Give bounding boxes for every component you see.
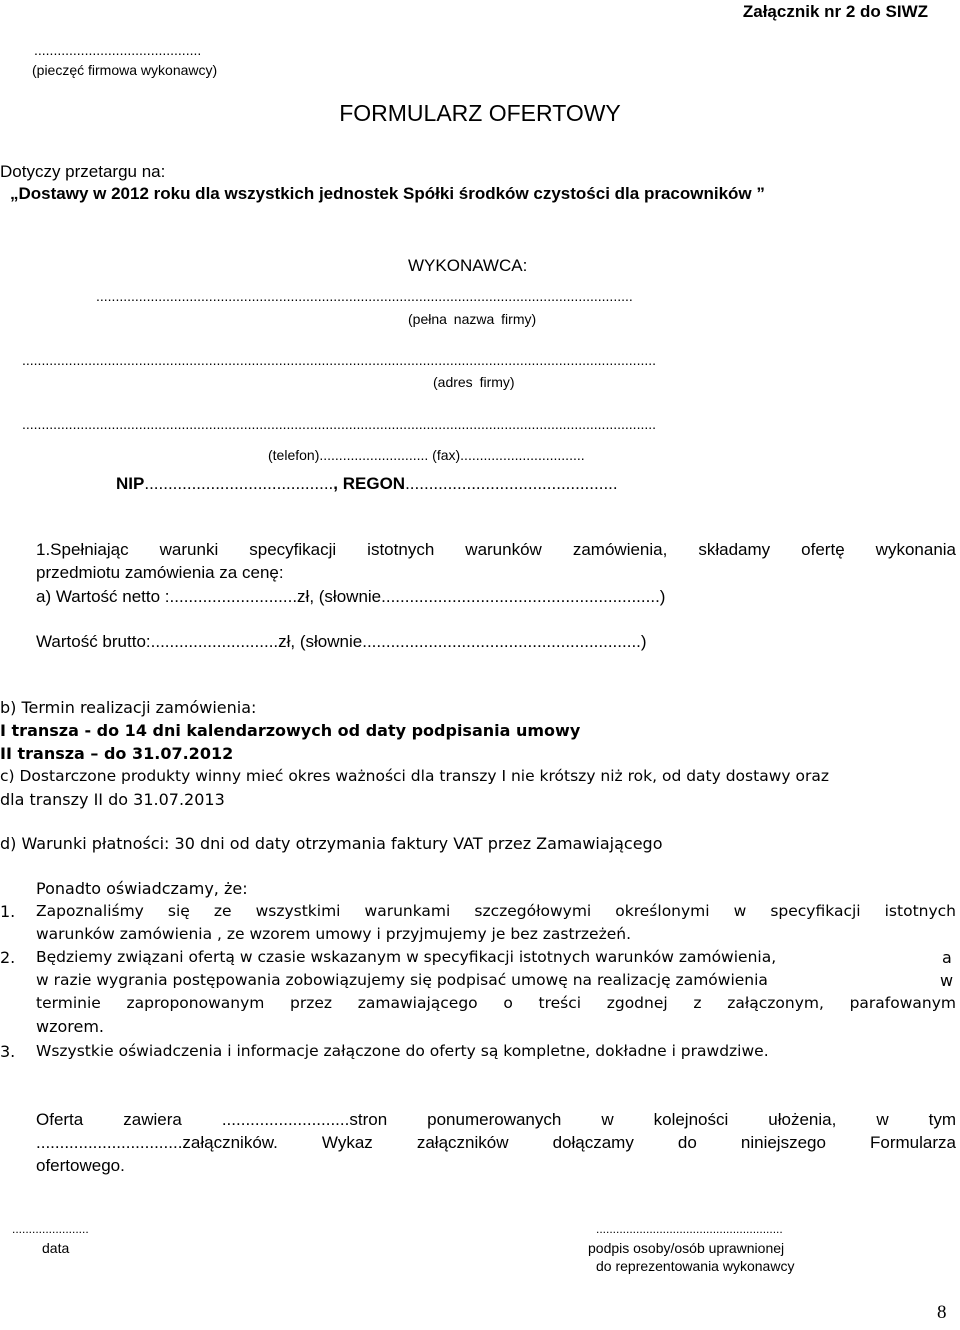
declarations-intro: Ponadto oświadczamy, że: — [36, 879, 248, 898]
declaration-2-line1-end: a — [942, 948, 952, 967]
gross-value-line: Wartość brutto:...........................zł, (słownie...........................................................) — [36, 632, 647, 651]
term-heading: b) Termin realizacji zamówienia: — [0, 698, 257, 717]
signature-label-line1: podpis osoby/osób uprawnionej — [588, 1240, 785, 1256]
signature-label-line2: do reprezentowania wykonawcy — [596, 1258, 795, 1274]
declaration-number-3: 3. — [0, 1042, 16, 1061]
price-intro-line2: przedmiotu zamówienia za cenę: — [36, 563, 284, 582]
tender-subject: „Dostawy w 2012 roku dla wszystkich jednostek Spółki środków czystości dla pracowników ” — [10, 184, 765, 203]
attachment-label: Załącznik nr 2 do SIWZ — [742, 2, 928, 21]
declaration-2-line2: w razie wygrania postępowania zobowiązujemy się podpisać umowę na realizację zamówienia — [36, 971, 768, 989]
declaration-2-line1: Będziemy związani ofertą w czasie wskazanym w specyfikacji istotnych warunków zamówienia, — [36, 948, 777, 966]
payment-terms: d) Warunki płatności: 30 dni od daty otrzymania faktury VAT przez Zamawiającego — [0, 834, 663, 853]
declaration-number-1: 1. — [0, 902, 16, 921]
price-intro-line1: 1.Spełniając warunki specyfikacji istotnych warunków zamówienia, składamy ofertę wykonania — [36, 540, 956, 559]
tender-intro: Dotyczy przetargu na: — [0, 162, 166, 181]
nip-label: NIP — [116, 474, 145, 493]
regon-label: , REGON — [333, 474, 406, 493]
company-address-label: (adres firmy) — [433, 374, 515, 390]
pages-count-line2: ...............................załączników. Wykaz załączników dołączamy do niniejszego Formularza — [36, 1133, 956, 1152]
pages-count-line3: ofertowego. — [36, 1156, 125, 1175]
signature-dots: ........................................................ — [596, 1222, 783, 1236]
contractor-heading: WYKONAWCA: — [408, 256, 528, 275]
company-name-label: (pełna nazwa firmy) — [408, 311, 537, 327]
validity-line2: dla transzy II do 31.07.2013 — [0, 790, 225, 809]
date-label: data — [42, 1240, 70, 1256]
page-number: 8 — [937, 1302, 947, 1323]
stamp-label: (pieczęć firmowa wykonawcy) — [32, 62, 218, 78]
term-first-tranche: I transza - do 14 dni kalendarzowych od daty podpisania umowy — [0, 721, 581, 740]
declaration-1-line2: warunków zamówienia , ze wzorem umowy i przyjmujemy je bez zastrzeżeń. — [36, 925, 632, 943]
phone-fax-line: (telefon)............................ (fax)................................ — [268, 447, 585, 463]
nip-regon-line — [116, 474, 618, 494]
declaration-2-line2-end: w — [940, 971, 954, 990]
term-second-tranche: II transza – do 31.07.2012 — [0, 744, 234, 763]
page-title: FORMULARZ OFERTOWY — [339, 100, 621, 126]
nip-dots: ........................................ — [144, 474, 334, 493]
declaration-1-line1: Zapoznaliśmy się ze wszystkimi warunkami szczegółowymi określonymi w specyfikacji istotnych — [36, 902, 956, 920]
declaration-3-line1: Wszystkie oświadczenia i informacje załączone do oferty są kompletne, dokładne i prawdziwe. — [36, 1042, 769, 1060]
declaration-2-line4: wzorem. — [36, 1017, 105, 1036]
pages-count-line1: Oferta zawiera ...........................stron ponumerowanych w kolejności ułożenia, w tym — [36, 1110, 956, 1129]
regon-dots: ............................................. — [405, 474, 618, 493]
declaration-2-line3: terminie zaproponowanym przez zamawiającego o treści zgodnej z załączonym, parafowanym — [36, 994, 956, 1012]
phone-dots: ................................................................................................................................................................... — [22, 416, 657, 432]
declaration-number-2: 2. — [0, 948, 16, 967]
net-value-line: a) Wartość netto :...........................zł, (słownie...........................................................) — [36, 587, 666, 606]
company-name-dots: .......................................................................................................................................... — [96, 288, 633, 304]
validity-line1: c) Dostarczone produkty winny mieć okres ważności dla transzy I nie krótszy niż rok, od daty dostawy oraz — [0, 767, 829, 785]
stamp-dots: ........................................... — [34, 42, 202, 58]
date-dots: ....................... — [12, 1222, 89, 1236]
company-address-dots: ................................................................................................................................................................... — [22, 352, 657, 368]
